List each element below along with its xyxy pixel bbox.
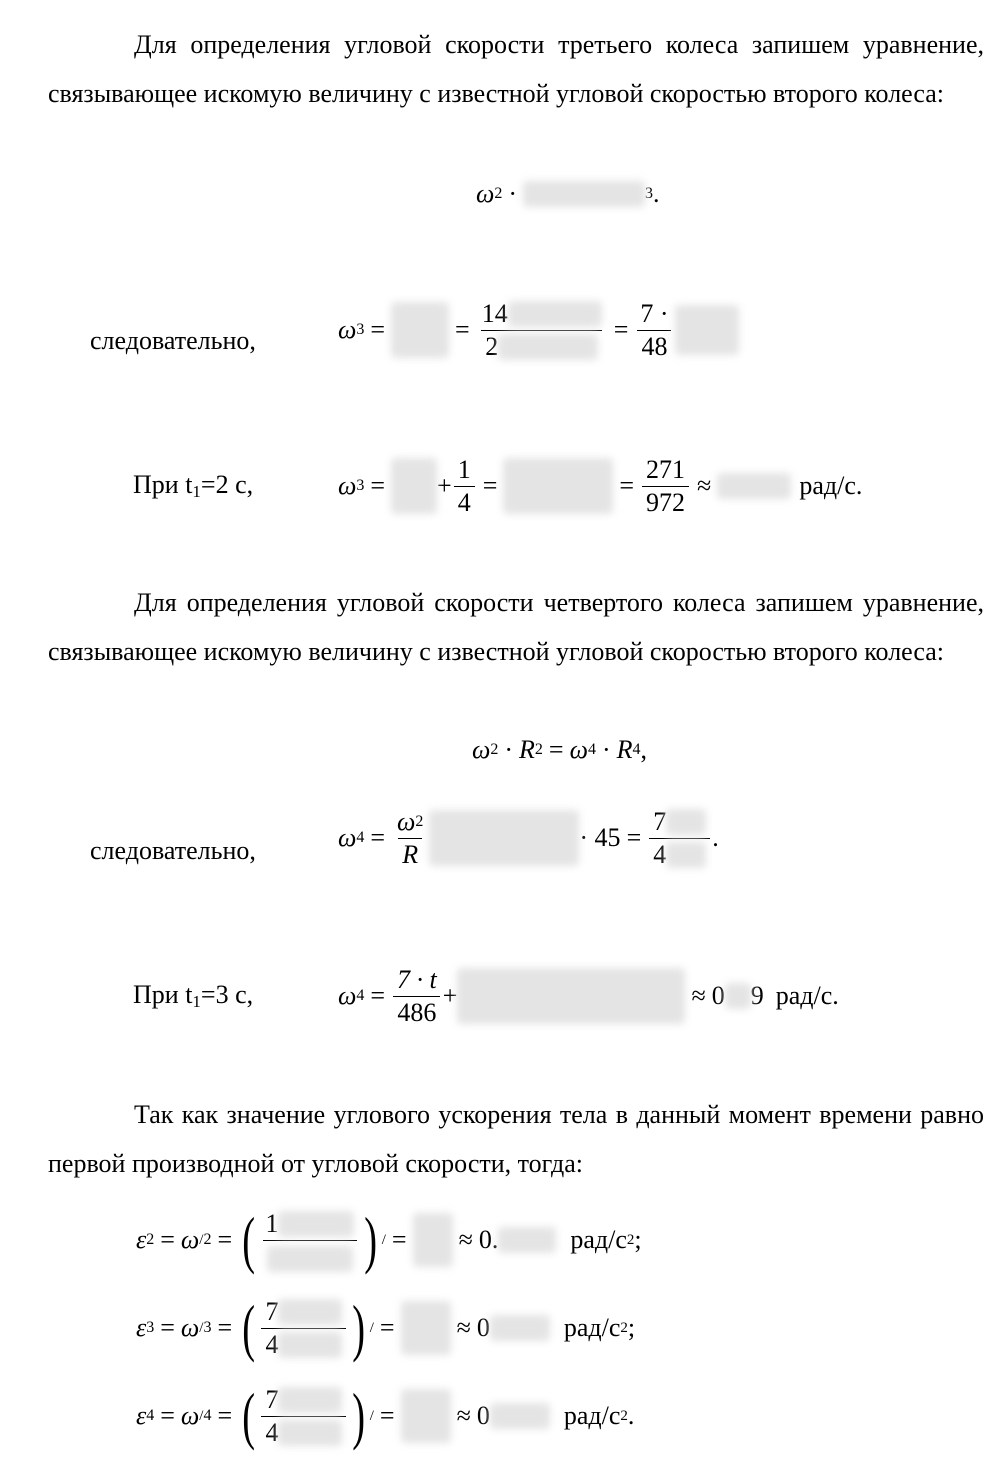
fraction-271-972: $\frac{271}{972}$	[642, 454, 689, 519]
paragraph-omega3-intro: Для определения угловой скорости третьего колеса запишем уравнение, связывающее искомую величину с известной угловой скоростью второго колеса:	[48, 30, 984, 108]
label-hence-2: следовательно,	[90, 836, 256, 865]
paragraph-acceleration-intro: Так как значение углового ускорения тела в данный момент времени равно первой производной от угловой скорости, тогда:	[48, 1100, 984, 1178]
redacted-expression	[523, 181, 645, 207]
equation-omega3-value: ω 3 = + $\frac{1}{4}$ = = $\frac{271}{972}$ ≈ рад/с.	[338, 454, 863, 517]
equation-omega4-formula: ω 4 = ω 2 R · 45 = $\frac{7}{4}$ .	[338, 806, 719, 869]
equation-epsilon2: ε 2 = ω / 2 = ( 1 ) / = ≈ 0. рад/с 2 ;	[136, 1204, 642, 1275]
fraction-7t-486: $\frac{7 \cdot t}{486}$	[393, 964, 441, 1029]
paragraph-omega4-intro: Для определения угловой скорости четвертого колеса запишем уравнение, связывающее искомую величину с известной угловой скоростью второго колеса:	[48, 588, 984, 666]
equation-omega3-formula: ω 3 = = $\frac{14}{2}$ = $\frac{7 \cdot}{48}$	[338, 280, 739, 380]
label-at-t2: При $t_1=2$ с,	[133, 470, 254, 501]
fraction-7-48: $\frac{7 \cdot}{48}$	[636, 298, 672, 363]
label-hence-1: следовательно,	[90, 326, 256, 355]
redacted-term	[675, 305, 739, 355]
equation-epsilon4: ε 4 = ω / 4 = ( $\frac{7}{4}$ ) / = ≈ 0 рад/с 2 .	[136, 1380, 635, 1451]
fraction-7-4: $\frac{7}{4}$	[649, 806, 710, 871]
equation-omega4-value: ω 4 = $\frac{7 \cdot t}{486}$ + ≈ 0 9 рад/с.	[338, 964, 839, 1027]
fraction-omega2-R: ω 2 R	[397, 806, 424, 869]
equation-epsilon3: ε 3 = ω / 3 = ( $\frac{7}{4}$ ) / = ≈ 0 рад/с 2 ;	[136, 1292, 636, 1363]
fraction-nested: $\frac{14}{2}$	[478, 298, 606, 363]
redacted-fraction	[391, 302, 449, 358]
equation-omega4-relation: ω 2 · R 2 = ω 4 · R 4 ,	[472, 735, 648, 764]
label-at-t3: При $t_1=3$ с,	[133, 980, 254, 1011]
fraction-1-4: $\frac{1}{4}$	[454, 454, 475, 519]
equation-omega3-relation: ω 2 · 3 .	[476, 179, 660, 208]
